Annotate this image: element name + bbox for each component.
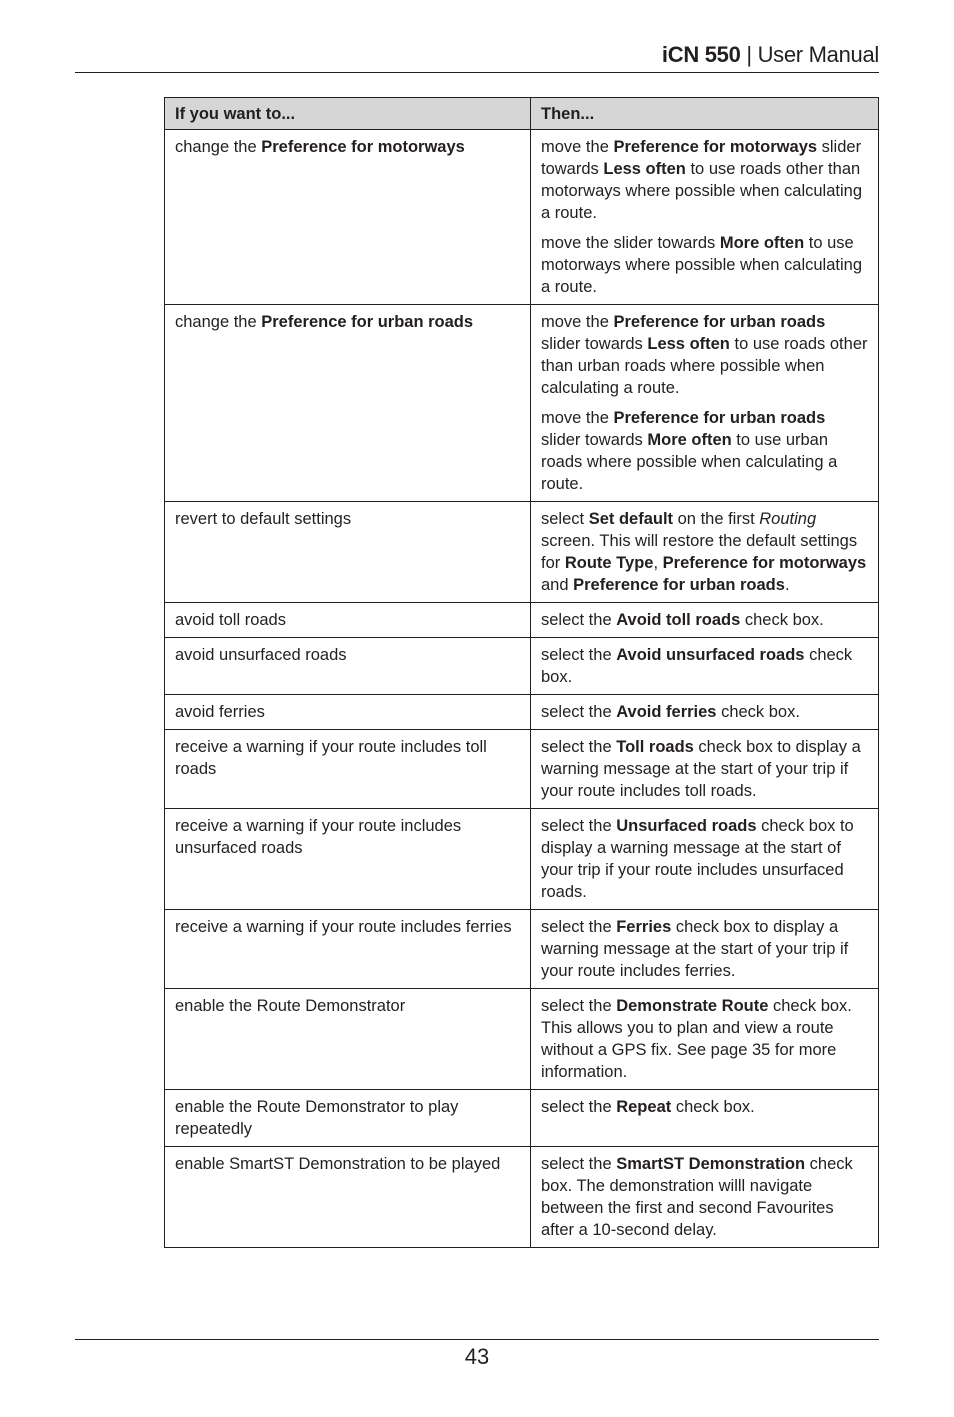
bold-term: Avoid toll roads: [616, 611, 741, 629]
cell-paragraph: [541, 1096, 868, 1118]
text-run: receive a warning if your route includes toll roads: [175, 738, 487, 778]
cell-then: [531, 809, 879, 910]
table-row: [165, 603, 879, 638]
text-run: avoid unsurfaced roads: [175, 646, 347, 664]
cell-want: [165, 1147, 531, 1248]
cell-text: [175, 644, 520, 666]
table-row: [165, 130, 879, 305]
table-header-row: [165, 98, 879, 130]
bold-term: Toll roads: [616, 738, 694, 756]
cell-want: [165, 910, 531, 989]
table-row: [165, 1090, 879, 1147]
text-run: revert to default settings: [175, 510, 352, 528]
text-run: select the: [541, 1098, 617, 1116]
text-run: select the: [541, 738, 617, 756]
cell-paragraph: [541, 232, 868, 298]
bold-term: Less often: [647, 335, 730, 353]
cell-want: [165, 130, 531, 305]
bold-term: Route Type: [564, 554, 654, 572]
table-row: [165, 989, 879, 1090]
page-footer: [75, 1339, 879, 1372]
bold-term: Unsurfaced roads: [616, 817, 757, 835]
cell-paragraph: [541, 995, 868, 1083]
cell-paragraph: [541, 701, 868, 723]
bold-term: More often: [719, 234, 805, 252]
text-run: to use urban roads where possible when calculating a route.: [541, 431, 838, 493]
text-run: check box to display a warning message at the start of your trip if your route includes ferries.: [541, 918, 849, 980]
cell-want: [165, 502, 531, 603]
text-run: select: [541, 510, 589, 528]
cell-text: [175, 1096, 520, 1140]
text-run: move the slider towards: [541, 234, 720, 252]
text-run: check box. The demonstration willl navigate between the first and second Favourites after a 10-second delay.: [541, 1155, 853, 1239]
text-run: check box.: [541, 646, 853, 686]
cell-then: [531, 910, 879, 989]
text-run: check box.: [740, 611, 824, 629]
text-run: enable SmartST Demonstration to be played: [175, 1155, 501, 1173]
cell-text: [175, 136, 520, 158]
bold-term: SmartST Demonstration: [616, 1155, 806, 1173]
bold-term: Demonstrate Route: [616, 997, 769, 1015]
bold-term: More often: [647, 431, 732, 449]
text-run: check box.: [671, 1098, 755, 1116]
cell-paragraph: [541, 609, 868, 631]
cell-then: [531, 695, 879, 730]
cell-want: [165, 730, 531, 809]
cell-text: [175, 995, 520, 1017]
cell-paragraph: [541, 311, 868, 399]
page-number: 43: [464, 1344, 490, 1369]
column-header-want: If you want to...: [165, 98, 531, 130]
bold-term: Set default: [588, 510, 674, 528]
page-header: [75, 40, 879, 73]
cell-text: [175, 609, 520, 631]
text-run: avoid ferries: [175, 703, 265, 721]
table-row: [165, 910, 879, 989]
text-run: check box.: [716, 703, 800, 721]
cell-paragraph: [541, 508, 868, 596]
cell-paragraph: [541, 136, 868, 224]
text-run: change the: [175, 138, 262, 156]
text-run: on the first: [673, 510, 760, 528]
cell-then: [531, 1090, 879, 1147]
text-run: ,: [653, 554, 663, 572]
text-run: enable the Route Demonstrator to play repeatedly: [175, 1098, 459, 1138]
table-row: [165, 502, 879, 603]
cell-want: [165, 989, 531, 1090]
text-run: receive a warning if your route includes ferries: [175, 918, 512, 936]
text-run: screen. This will restore the default settings for: [541, 532, 858, 572]
bold-term: Preference for urban roads: [613, 409, 826, 427]
text-run: move the: [541, 138, 614, 156]
bold-term: Preference for motorways: [613, 138, 818, 156]
italic-term: Routing: [759, 510, 817, 528]
table-row: [165, 695, 879, 730]
cell-want: [165, 809, 531, 910]
text-run: slider towards: [541, 138, 862, 178]
header-product: iCN 550: [661, 42, 741, 67]
bold-term: Preference for urban roads: [613, 313, 826, 331]
cell-text: [175, 311, 520, 333]
bold-term: Avoid unsurfaced roads: [616, 646, 805, 664]
cell-then: [531, 603, 879, 638]
text-run: receive a warning if your route includes unsurfaced roads: [175, 817, 462, 857]
text-run: move the: [541, 313, 614, 331]
text-run: enable the Route Demonstrator: [175, 997, 406, 1015]
header-title: [662, 42, 879, 67]
cell-paragraph: [541, 407, 868, 495]
cell-want: [165, 638, 531, 695]
text-run: select the: [541, 997, 617, 1015]
settings-table: [164, 97, 879, 1248]
text-run: and: [541, 576, 574, 594]
header-separator: |: [740, 42, 758, 67]
table-row: [165, 1147, 879, 1248]
text-run: select the: [541, 918, 617, 936]
text-run: select the: [541, 703, 617, 721]
cell-text: [175, 1153, 520, 1175]
cell-paragraph: [541, 736, 868, 802]
text-run: .: [784, 576, 790, 594]
cell-then: [531, 1147, 879, 1248]
table-row: [165, 809, 879, 910]
cell-then: [531, 305, 879, 502]
cell-paragraph: [541, 1153, 868, 1241]
text-run: slider towards: [541, 335, 648, 353]
table-row: [165, 305, 879, 502]
bold-term: Preference for motorways: [662, 554, 867, 572]
cell-text: [175, 916, 520, 938]
text-run: select the: [541, 817, 617, 835]
cell-then: [531, 989, 879, 1090]
text-run: to use roads other than motorways where possible when calculating a route.: [541, 160, 862, 222]
text-run: select the: [541, 1155, 617, 1173]
table-body: [165, 130, 879, 1248]
cell-then: [531, 638, 879, 695]
bold-term: Repeat: [616, 1098, 672, 1116]
bold-term: Preference for urban roads: [573, 576, 785, 594]
bold-term: Avoid ferries: [616, 703, 717, 721]
cell-want: [165, 1090, 531, 1147]
bold-term: Preference for motorways: [261, 138, 465, 156]
header-section: User Manual: [757, 42, 879, 67]
text-run: to use roads other than urban roads where possible when calculating a route.: [541, 335, 868, 397]
bold-term: Less often: [603, 160, 686, 178]
text-run: change the: [175, 313, 262, 331]
cell-then: [531, 730, 879, 809]
cell-paragraph: [541, 644, 868, 688]
cell-then: [531, 130, 879, 305]
text-run: to use motorways where possible when calculating a route.: [541, 234, 862, 296]
table-row: [165, 638, 879, 695]
cell-then: [531, 502, 879, 603]
text-run: check box to display a warning message at the start of your trip if your route includes toll roads.: [541, 738, 861, 800]
cell-paragraph: [541, 815, 868, 903]
text-run: select the: [541, 646, 617, 664]
cell-text: [175, 815, 520, 859]
text-run: slider towards: [541, 431, 648, 449]
cell-paragraph: [541, 916, 868, 982]
cell-text: [175, 701, 520, 723]
text-run: select the: [541, 611, 617, 629]
cell-text: [175, 736, 520, 780]
bold-term: Preference for urban roads: [261, 313, 474, 331]
text-run: avoid toll roads: [175, 611, 286, 629]
cell-want: [165, 695, 531, 730]
bold-term: Ferries: [616, 918, 672, 936]
text-run: move the: [541, 409, 614, 427]
text-run: check box to display a warning message at the start of your trip if your route includes unsurfaced roads.: [541, 817, 854, 901]
cell-want: [165, 603, 531, 638]
cell-want: [165, 305, 531, 502]
text-run: check box. This allows you to plan and view a route without a GPS fix. See page 35 for more information.: [541, 997, 852, 1081]
cell-text: [175, 508, 520, 530]
table-row: [165, 730, 879, 809]
column-header-then: Then...: [531, 98, 879, 130]
